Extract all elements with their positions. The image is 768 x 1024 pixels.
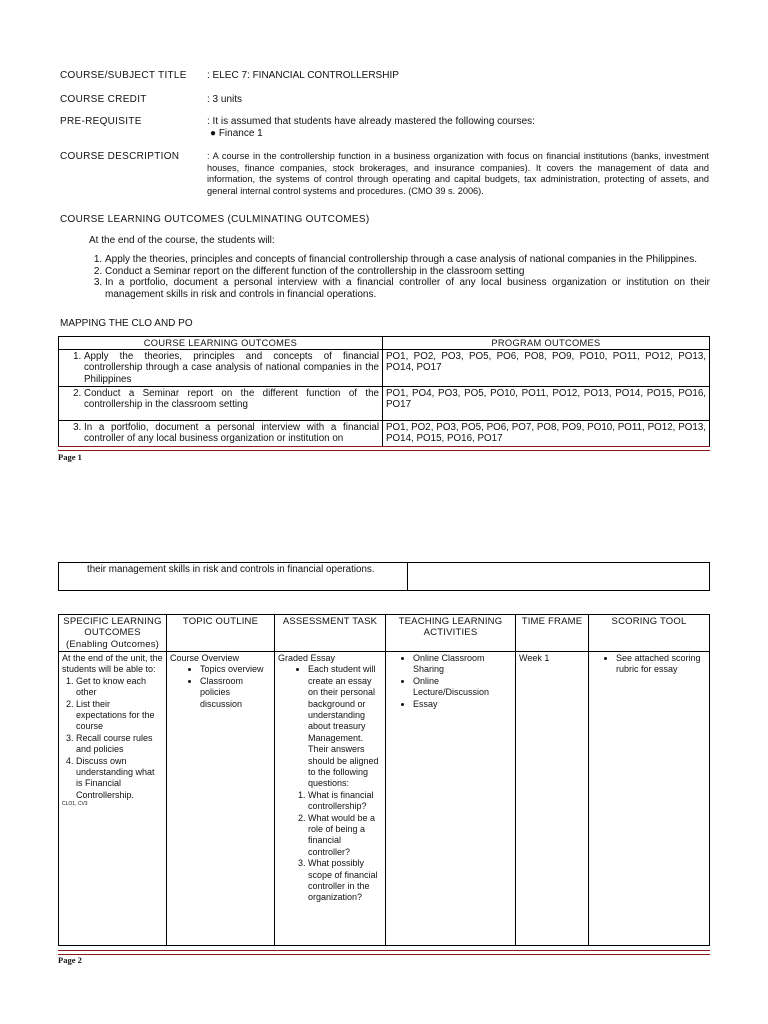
page-number: Page 1 [58, 452, 82, 462]
slo-intro: At the end of the unit, the students will be able to: [62, 652, 163, 675]
assessment-cell [275, 651, 386, 945]
tla-cell [386, 651, 516, 945]
tla-item: • Online Lecture/Discussion [413, 676, 512, 699]
page-number: Page 2 [58, 955, 82, 965]
topic-title: Course Overview [170, 652, 240, 663]
mapping-clo-cell: 3. In a portfolio, document a personal interview with a financial controller of any local business organization or institution on [84, 422, 379, 445]
prerequisite-label: PRE-REQUISITE [60, 116, 142, 127]
scoring-item: • See attached scoring rubric for essay [616, 653, 706, 676]
assessment-text: • Each student will create an essay on their personal background or understanding about treasury Management. Their answers should be aligned to the following questions: [308, 664, 382, 789]
course-description-value: : A course in the controllership function in a business organization with focus on financial institutions (banks, investment houses, finance companies, stock brokerages, and insurance companies). It covers the management of data and information, the systems of control through operating and capital budgets, tax administration, protecting of assets, and general internal control systems and procedures. (CMO 39 s. 2006). [207, 151, 709, 196]
mapping-po-cell [408, 563, 710, 591]
slo-item: 4. Discuss own understanding what is Financial Controllership. [76, 756, 163, 802]
table-row [59, 651, 710, 945]
topic-cell [167, 651, 275, 945]
slo-table [58, 614, 710, 946]
clo-intro: At the end of the course, the students will: [89, 235, 275, 246]
prerequisite-value: : It is assumed that students have already mastered the following courses: [207, 116, 535, 127]
mapping-table-continued [58, 562, 710, 591]
table-row [59, 563, 710, 591]
assessment-question: 3. What possibly scope of financial controller in the organization? [308, 858, 382, 904]
course-title-label: COURSE/SUBJECT TITLE [60, 70, 187, 81]
slo-item: 3. Recall course rules and policies [76, 733, 163, 756]
clo-item: 2. Conduct a Seminar report on the different function of the controllership in the classroom setting [105, 266, 710, 278]
time-frame-cell: Week 1 [516, 651, 589, 945]
slo-cell [59, 651, 167, 945]
slo-item: 2. List their expectations for the course [76, 699, 163, 733]
clo-item: 3. In a portfolio, document a personal interview with a financial controller of any local business organization or institution on their management skills in risk and controls in financial operations. [105, 277, 710, 300]
mapping-clo-cell: 1. Apply the theories, principles and concepts of financial controllership through a case analysis of national companies in the Philippines [84, 351, 379, 385]
mapping-clo-cell: 2. Conduct a Seminar report on the different function of the controllership in the classroom setting [84, 388, 379, 411]
assessment-title: Graded Essay [278, 652, 336, 663]
assessment-question: 1. What is financial controllership? [308, 790, 382, 813]
table-row [59, 350, 710, 387]
assessment-question: 2. What would be a role of being a financial controller? [308, 813, 382, 859]
prerequisite-item: ● Finance 1 [210, 128, 263, 139]
mapping-col-clo: COURSE LEARNING OUTCOMES [59, 337, 383, 350]
col-specific-learning-outcomes: SPECIFIC LEARNING OUTCOMES (Enabling Outcomes) [59, 615, 167, 652]
col-scoring-tool: SCORING TOOL [589, 615, 710, 652]
scoring-cell [589, 651, 710, 945]
mapping-po-cell: PO1, PO4, PO3, PO5, PO10, PO11, PO12, PO13, PO14, PO15, PO16, PO17 [383, 386, 710, 420]
clo-heading: COURSE LEARNING OUTCOMES (CULMINATING OUTCOMES) [60, 214, 370, 225]
tla-item: • Online Classroom Sharing [413, 653, 512, 676]
topic-item: • Classroom policies discussion [200, 676, 271, 710]
clo-item: 1. Apply the theories, principles and concepts of financial controllership through a case analysis of national companies in the Philippines. [105, 254, 710, 266]
mapping-col-po: PROGRAM OUTCOMES [383, 337, 710, 350]
mapping-table [58, 336, 710, 447]
col-assessment-task: ASSESSMENT TASK [275, 615, 386, 652]
page-divider [58, 950, 710, 955]
table-row [59, 420, 710, 446]
slo-item: 1. Get to know each other [76, 676, 163, 699]
clo-list [87, 254, 710, 300]
col-topic-outline: TOPIC OUTLINE [167, 615, 275, 652]
course-credit-label: COURSE CREDIT [60, 94, 147, 105]
page-divider [58, 446, 710, 451]
tla-item: • Essay [413, 699, 512, 710]
mapping-po-cell: PO1, PO2, PO3, PO5, PO6, PO7, PO8, PO9, PO10, PO11, PO12, PO13, PO14, PO15, PO16, PO17 [383, 420, 710, 446]
slo-reference: CLO1, CV3 [62, 801, 88, 808]
topic-item: • Topics overview [200, 664, 271, 675]
col-teaching-learning-activities: TEACHING LEARNING ACTIVITIES [386, 615, 516, 652]
course-description-label: COURSE DESCRIPTION [60, 151, 180, 162]
mapping-po-cell: PO1, PO2, PO3, PO5, PO6, PO8, PO9, PO10, PO11, PO12, PO13, PO14, PO17 [383, 350, 710, 387]
table-row [59, 386, 710, 420]
col-time-frame: TIME FRAME [516, 615, 589, 652]
course-title-value: : ELEC 7: FINANCIAL CONTROLLERSHIP [207, 70, 399, 81]
mapping-heading: MAPPING THE CLO AND PO [60, 318, 193, 329]
course-credit-value: : 3 units [207, 94, 243, 105]
mapping-clo-cell: their management skills in risk and controls in financial operations. [59, 563, 408, 591]
